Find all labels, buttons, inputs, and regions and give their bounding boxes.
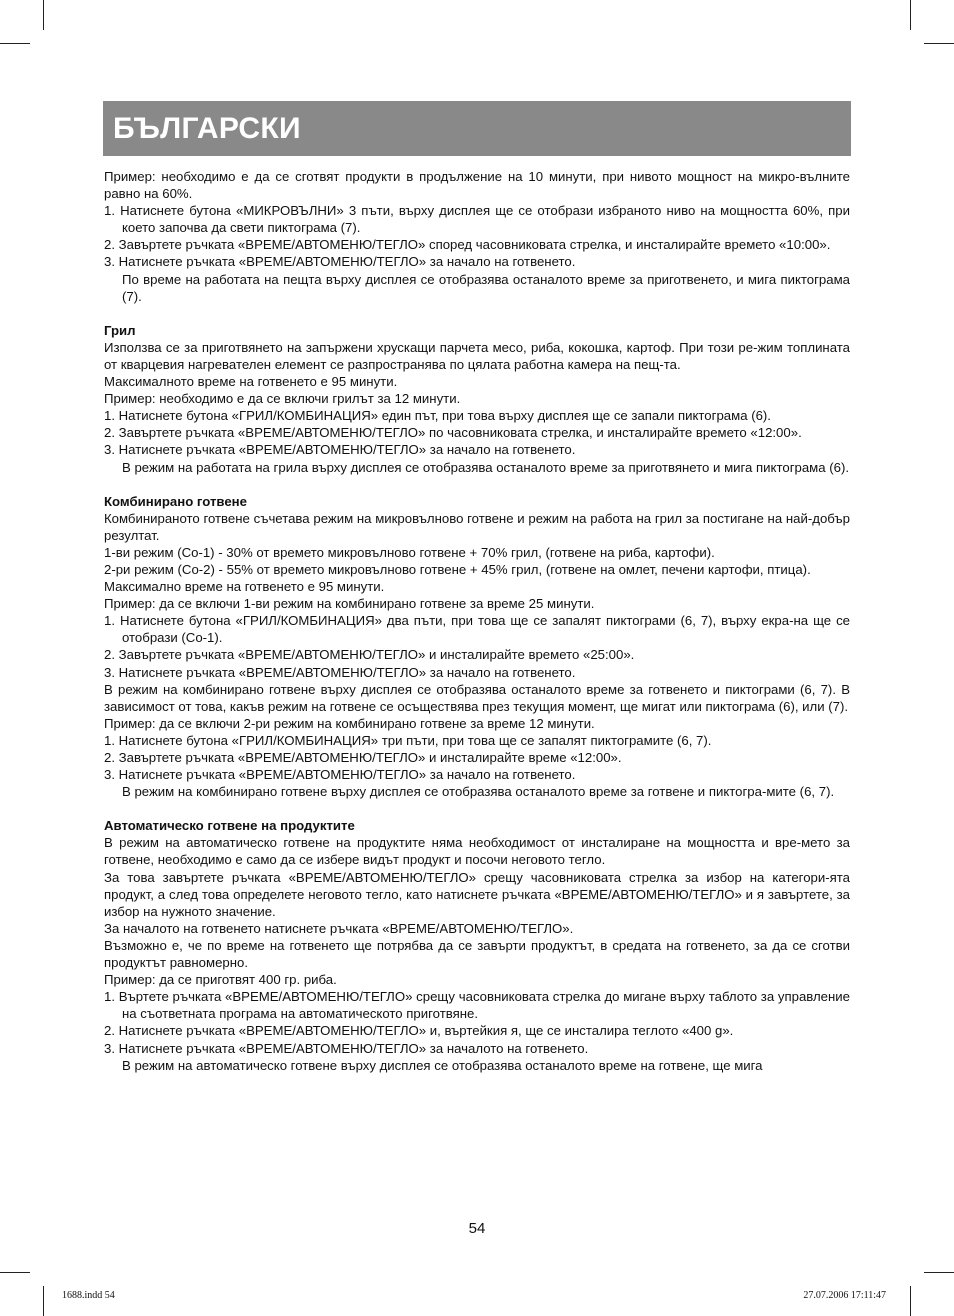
paragraph: Пример: да се включи 2-ри режим на комбинирано готвене за време 12 минути.: [104, 715, 595, 731]
numbered-step: 1. Натиснете бутона «ГРИЛ/КОМБИНАЦИЯ» два пъти, при това ще се запалят пиктограми (6, 7), върху екра-на ще се отобрази (Со-1).: [104, 613, 850, 646]
numbered-step: 3. Натиснете ръчката «ВРЕМЕ/АВТОМЕНЮ/ТЕГЛО» за начало на готвенето.: [104, 664, 576, 680]
paragraph: В режим на автоматическо готвене на продуктите няма необходимост от инсталиране на мощността и вре-мето за готвене, необходимо е само да се избере видът продукт и посочи неговото тегло.: [104, 835, 850, 868]
crop-mark: [0, 43, 30, 44]
numbered-step: 3. Натиснете ръчката «ВРЕМЕ/АВТОМЕНЮ/ТЕГЛО» за начало на готвенето.: [104, 767, 576, 783]
paragraph: Пример: необходимо е да се включи грилът за 12 минути.: [104, 391, 461, 407]
paragraph: Възможно е, че по време на готвенето ще потрябва да се завърти продуктът, в средата на готвенето, за да се сготви продуктът равномерно.: [104, 937, 850, 971]
section-heading: Автоматическо готвене на продуктите: [104, 818, 355, 834]
paragraph: Максимално време на готвенето е 95 минути.: [104, 579, 385, 595]
numbered-step: 3. Натиснете ръчката «ВРЕМЕ/АВТОМЕНЮ/ТЕГЛО» за началото на готвенето.: [104, 1040, 589, 1056]
paragraph: 2-ри режим (Со-2) - 55% от времето микровълново готвене + 45% грил, (готвене на омлет, печени картофи, птица).: [104, 561, 811, 577]
paragraph: Пример: да се включи 1-ви режим на комбинирано готвене за време 25 минути.: [104, 596, 595, 612]
page-number: 54: [468, 1220, 486, 1237]
crop-mark: [924, 43, 954, 44]
crop-mark: [910, 0, 911, 30]
paragraph: В режим на работата на грила върху дисплея се отобразява останалото време за приготвянето и мига пиктограма (6).: [122, 459, 850, 475]
crop-mark: [0, 1272, 30, 1273]
numbered-step: 2. Завъртете ръчката «ВРЕМЕ/АВТОМЕНЮ/ТЕГЛО» по часовниковата стрелка, и инсталирайте времето «12:00».: [104, 425, 802, 441]
paragraph: По време на работата на пещта върху дисплея се отобразява останалото време за приготвенето, и мига пиктограма (7).: [122, 271, 850, 304]
numbered-step: 2. Завъртете ръчката «ВРЕМЕ/АВТОМЕНЮ/ТЕГЛО» според часовниковата стрелка, и инсталирайте времето «10:00».: [104, 237, 831, 253]
crop-mark: [910, 1286, 911, 1316]
paragraph: В режим на комбинирано готвене върху дисплея се отобразява останалото време за готвене и пиктогра-мите (6, 7).: [122, 784, 835, 800]
numbered-step: 2. Завъртете ръчката «ВРЕМЕ/АВТОМЕНЮ/ТЕГЛО» и инсталирайте времето «25:00».: [104, 647, 635, 663]
paragraph: В режим на комбинирано готвене върху дисплея се отобразява останалото време за готвенето и пиктограми (6, 7). В зависимост от това, какъв режим на готвене се осъществява през текущия момент, ще мигат или пиктограма (6), или (7).: [104, 681, 850, 714]
language-banner: БЪЛГАРСКИ: [103, 101, 851, 156]
numbered-step: 3. Натиснете ръчката «ВРЕМЕ/АВТОМЕНЮ/ТЕГЛО» за начало на готвенето.: [104, 442, 576, 458]
paragraph: Пример: необходимо е да се сготвят продукти в продължение на 10 минути, при нивото мощност на микро-вълните равно на 60%.: [104, 169, 850, 202]
paragraph: Пример: да се приготвят 400 гр. риба.: [104, 972, 337, 988]
file-info: 1688.indd 54: [62, 1290, 115, 1301]
numbered-step: 1. Натиснете бутона «ГРИЛ/КОМБИНАЦИЯ» три пъти, при това ще се запалят пиктограмите (6, 7).: [104, 732, 712, 748]
numbered-step: 1. Въртете ръчката «ВРЕМЕ/АВТОМЕНЮ/ТЕГЛО» срещу часовниковата стрелка до мигане върху таблото за управление на съответната програма на автоматическото приготвяне.: [104, 989, 850, 1022]
paragraph: За това завъртете ръчката «ВРЕМЕ/АВТОМЕНЮ/ТЕГЛО» срещу часовниковата стрелка за избор на категори-ята продукт, а след това определете неговото тегло, като натиснете ръчката «ВРЕМЕ/АВТОМЕНЮ/ТЕГЛО» и я завъртете, за избор на нужното значение.: [104, 869, 850, 919]
numbered-step: 2. Завъртете ръчката «ВРЕМЕ/АВТОМЕНЮ/ТЕГЛО» и инсталирайте време «12:00».: [104, 750, 622, 765]
paragraph: Максималното време на готвенето е 95 минути.: [104, 374, 398, 390]
crop-mark: [924, 1272, 954, 1273]
paragraph: В режим на автоматическо готвене върху дисплея се отобразява останалото време на готвене, ще мига: [122, 1057, 763, 1073]
instructions-text: [104, 168, 850, 1074]
numbered-step: 1. Натиснете бутона «МИКРОВЪЛНИ» 3 пъти, върху дисплея ще се отобрази избраното ниво на мощността 60%, при което започва да свети пиктограма (7).: [104, 203, 850, 236]
section-heading: Грил: [104, 322, 136, 338]
date-info: 27.07.2006 17:11:47: [803, 1290, 886, 1301]
crop-mark: [43, 0, 44, 30]
numbered-step: 1. Натиснете бутона «ГРИЛ/КОМБИНАЦИЯ» един път, при това върху дисплея ще се запали пиктограма (6).: [104, 408, 771, 424]
numbered-step: 3. Натиснете ръчката «ВРЕМЕ/АВТОМЕНЮ/ТЕГЛО» за начало на готвенето.: [104, 254, 576, 270]
numbered-step: 2. Натиснете ръчката «ВРЕМЕ/АВТОМЕНЮ/ТЕГЛО» и, въртейкия я, ще се инсталира теглото «400 g».: [104, 1023, 734, 1039]
paragraph: 1-ви режим (Со-1) - 30% от времето микровълново готвене + 70% грил, (готвене на риба, картофи).: [104, 544, 715, 560]
paragraph: За началото на готвенето натиснете ръчката «ВРЕМЕ/АВТОМЕНЮ/ТЕГЛО».: [104, 920, 574, 936]
spacer: [104, 800, 850, 817]
paragraph: Използва се за приготвянето на запържени хрускащи парчета месо, риба, кокошка, картоф. При този ре-жим топлината от кварцевия нагревателен елемент се разпространява по цялата работна камера на пещ-та.: [104, 339, 850, 372]
paragraph: Комбинираното готвене съчетава режим на микровълново готвене и режим на работа на грил за постигане на най-добър резултат.: [104, 510, 850, 543]
section-heading: Комбинирано готвене: [104, 493, 247, 509]
spacer: [104, 305, 850, 322]
crop-mark: [43, 1286, 44, 1316]
spacer: [104, 476, 850, 493]
